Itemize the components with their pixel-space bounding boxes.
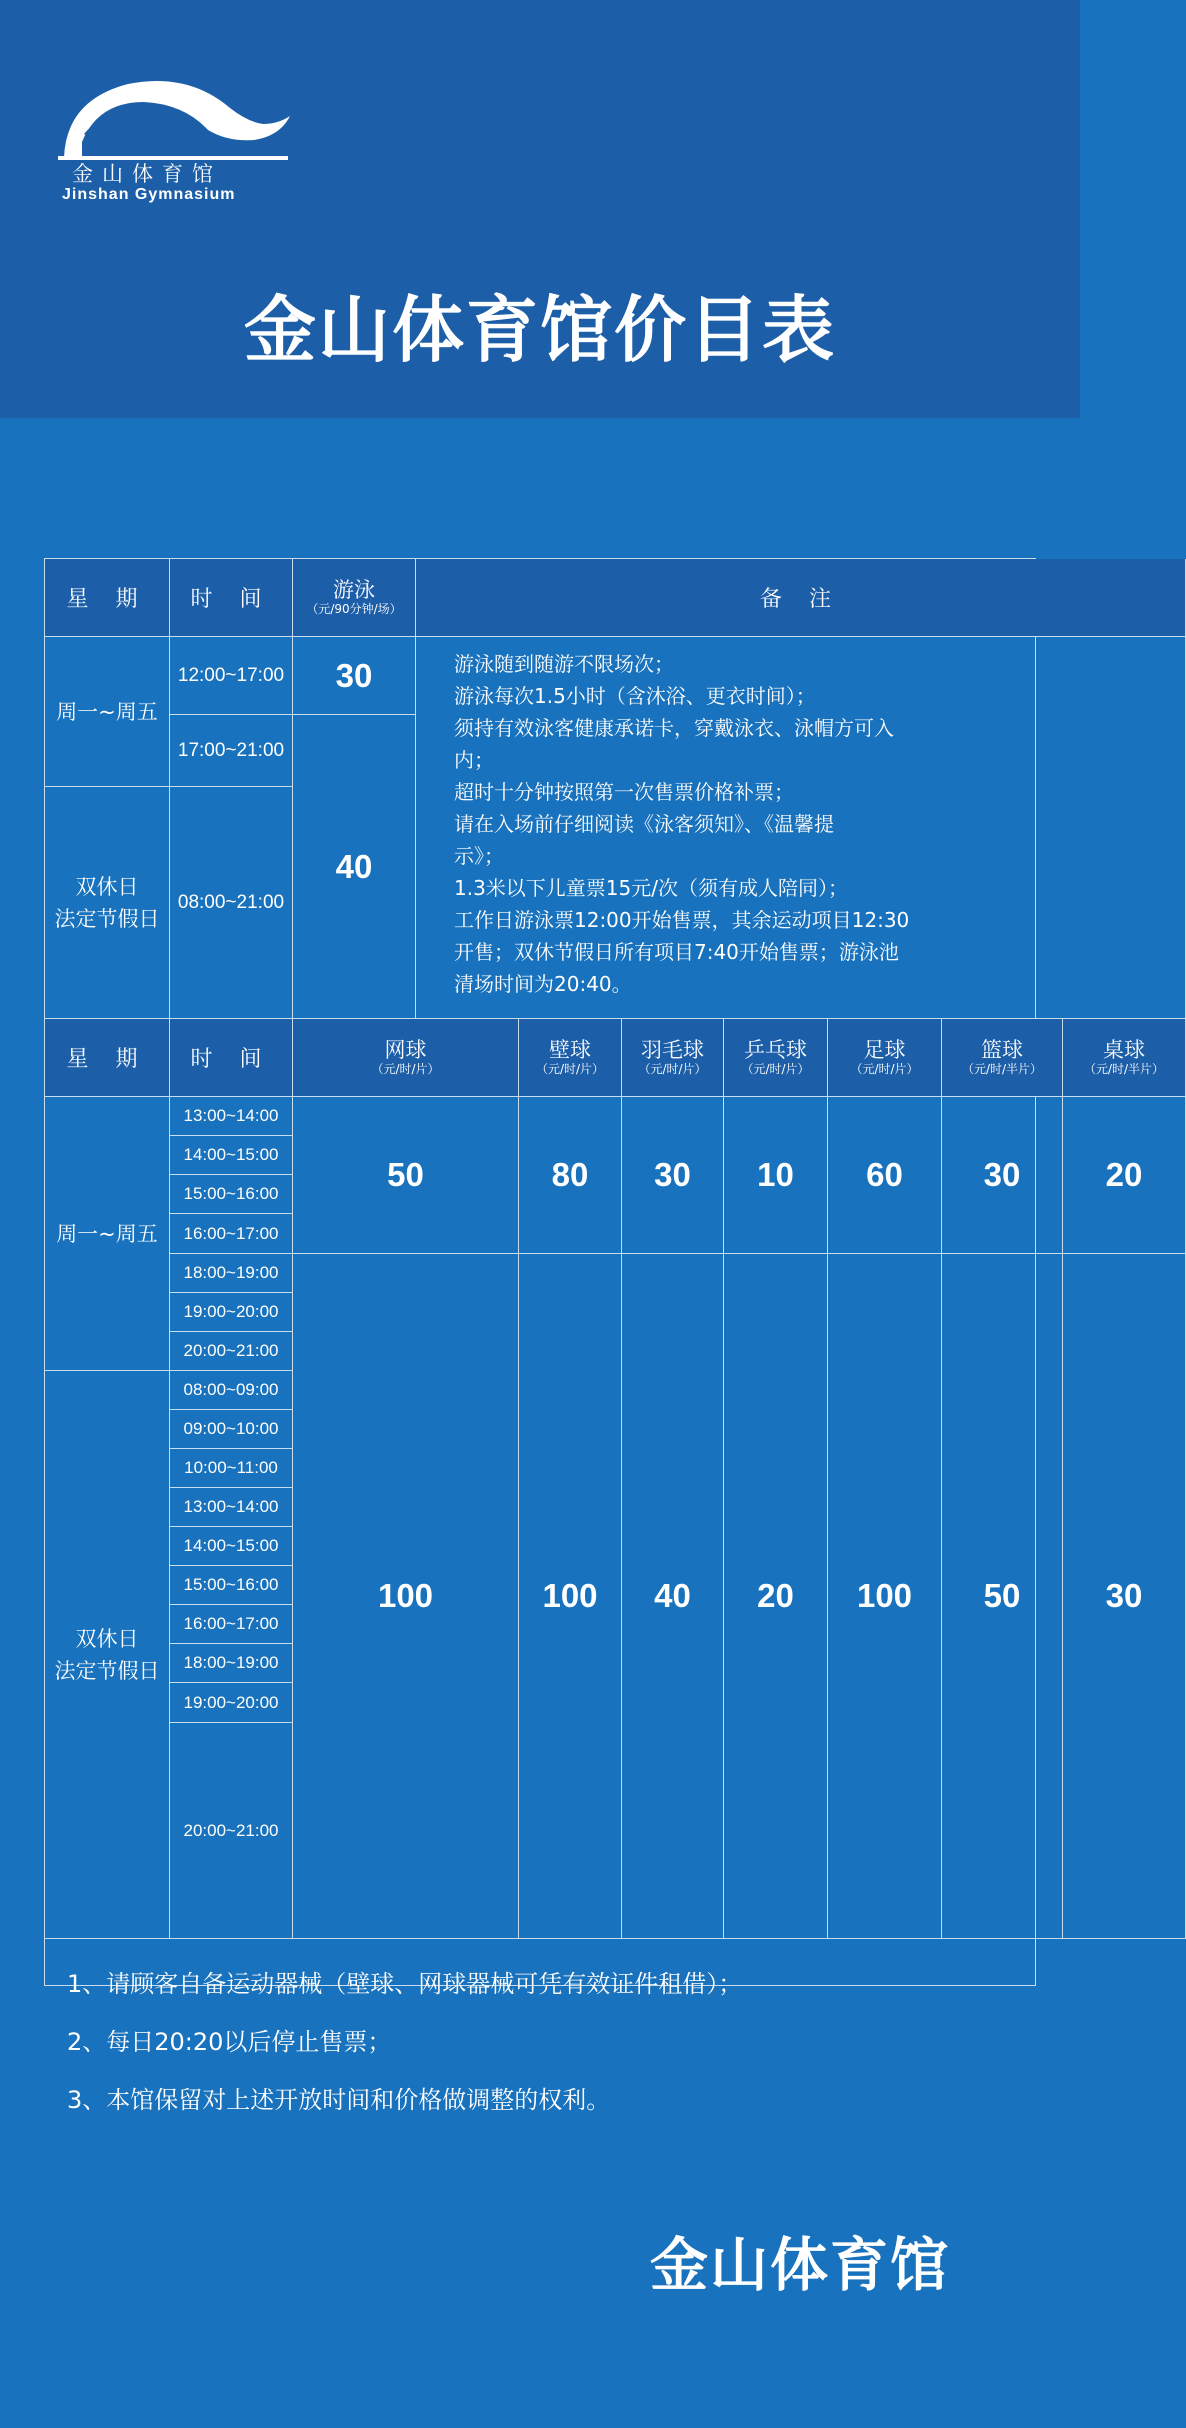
price-basketball-peak: 50 [942, 1254, 1063, 1939]
remark-line: 须持有效泳客健康承诺卡，穿戴泳衣、泳帽方可入 [454, 716, 894, 740]
sport-unit: （元/时/片） [741, 1062, 810, 1076]
price-table-tennis-peak: 20 [724, 1254, 828, 1939]
notes-section [45, 1939, 1186, 2129]
note-item: 3、本馆保留对上述开放时间和价格做调整的权利。 [67, 2086, 611, 2114]
time-slot: 13:00~14:00 [170, 1097, 293, 1136]
sports-header-tennis [293, 1019, 519, 1097]
time-slot: 09:00~10:00 [170, 1410, 293, 1449]
sports-header-football [828, 1019, 942, 1097]
remark-line: 清场时间为20:40。 [454, 972, 632, 996]
time-slot: 15:00~16:00 [170, 1566, 293, 1605]
swim-header-time [170, 559, 293, 637]
note-item: 1、请顾客自备运动器械（壁球、网球器械可凭有效证件租借）； [67, 1970, 743, 1998]
sport-name: 桌球 [1103, 1038, 1145, 1062]
sports-header-table-tennis [724, 1019, 828, 1097]
sport-name: 羽毛球 [641, 1038, 704, 1062]
header-label: 备 注 [760, 587, 841, 612]
swim-header-remarks [416, 559, 1186, 637]
swim-header-day [45, 559, 170, 637]
sports-weekend-label [45, 1371, 170, 1939]
swim-weekend-label [45, 787, 170, 1019]
sports-header-squash [519, 1019, 622, 1097]
swim-time-slot: 17:00~21:00 [170, 715, 293, 787]
time-slot: 08:00~09:00 [170, 1371, 293, 1410]
weekend-label-line: 双休日 [75, 874, 139, 899]
price-table [44, 558, 1165, 2114]
time-slot: 13:00~14:00 [170, 1488, 293, 1527]
remark-line: 请在入场前仔细阅读《泳客须知》、《温馨提 [454, 812, 834, 836]
sports-header-basketball [942, 1019, 1063, 1097]
price-badminton-peak: 40 [622, 1254, 724, 1939]
sport-name: 游泳 [333, 578, 375, 602]
swim-price-peak: 40 [293, 715, 416, 1019]
header-label: 时 间 [190, 1047, 272, 1072]
sport-name: 壁球 [549, 1038, 591, 1062]
remark-line: 游泳随到随游不限场次； [454, 652, 674, 676]
remark-line: 示》； [454, 844, 504, 868]
time-slot: 18:00~19:00 [170, 1254, 293, 1293]
note-item: 2、每日20:20以后停止售票； [67, 2028, 392, 2056]
page-title: 金山体育馆价目表 [243, 288, 836, 372]
time-slot: 19:00~20:00 [170, 1683, 293, 1723]
time-slot: 15:00~16:00 [170, 1175, 293, 1214]
swim-price-weekday-day: 30 [293, 637, 416, 715]
time-slot: 14:00~15:00 [170, 1527, 293, 1566]
sport-unit: （元/时/片） [371, 1062, 440, 1076]
swim-header-swimming [293, 559, 416, 637]
sport-unit: （元/时/片） [850, 1062, 919, 1076]
remark-line: 内； [454, 748, 494, 772]
price-basketball-daytime: 30 [942, 1097, 1063, 1254]
swim-time-slot: 12:00~17:00 [170, 637, 293, 715]
sport-name: 足球 [863, 1038, 906, 1062]
price-billiards-daytime: 20 [1063, 1097, 1186, 1254]
price-football-peak: 100 [828, 1254, 942, 1939]
price-squash-daytime: 80 [519, 1097, 622, 1254]
price-tennis-peak: 100 [293, 1254, 519, 1939]
swim-remarks [416, 637, 1186, 1019]
sport-name: 网球 [384, 1038, 427, 1062]
header-banner [0, 0, 1080, 418]
logo [58, 70, 298, 205]
price-tennis-daytime: 50 [293, 1097, 519, 1254]
price-billiards-peak: 30 [1063, 1254, 1186, 1939]
sport-name: 篮球 [981, 1038, 1023, 1062]
sport-unit: （元/时/片） [535, 1062, 605, 1076]
price-badminton-daytime: 30 [622, 1097, 724, 1254]
sports-weekday-label: 周一~周五 [45, 1097, 170, 1371]
header-label: 星 期 [66, 1047, 148, 1072]
sports-header-time [170, 1019, 293, 1097]
sports-header-day [45, 1019, 170, 1097]
time-slot: 10:00~11:00 [170, 1449, 293, 1488]
sport-unit: （元/时/片） [638, 1062, 707, 1076]
time-slot: 16:00~17:00 [170, 1605, 293, 1644]
time-slot: 20:00~21:00 [170, 1723, 293, 1939]
sport-unit: （元/时/半片） [1083, 1062, 1165, 1076]
sport-name: 乒乓球 [744, 1038, 807, 1062]
remark-line: 开售；双休节假日所有项目7:40开始售票；游泳池 [454, 940, 899, 964]
weekend-label-line: 双休日 [75, 1626, 139, 1651]
remark-line: 超时十分钟按照第一次售票价格补票； [454, 780, 794, 804]
sport-unit: （元/时/半片） [961, 1062, 1043, 1076]
time-slot: 16:00~17:00 [170, 1214, 293, 1254]
header-label: 时 间 [190, 587, 272, 612]
swim-time-slot: 08:00~21:00 [170, 787, 293, 1019]
gymnasium-roof-logo-icon [58, 70, 298, 170]
remark-line: 游泳每次1.5小时（含沐浴、更衣时间）； [454, 684, 816, 708]
time-slot: 18:00~19:00 [170, 1644, 293, 1683]
sport-unit: （元/90分钟/场） [306, 602, 402, 616]
price-squash-peak: 100 [519, 1254, 622, 1939]
time-slot: 19:00~20:00 [170, 1293, 293, 1332]
remark-line: 1.3米以下儿童票15元/次（须有成人陪同）； [454, 876, 848, 900]
time-slot: 20:00~21:00 [170, 1332, 293, 1371]
sports-header-badminton [622, 1019, 724, 1097]
remark-line: 工作日游泳票12:00开始售票，其余运动项目12:30 [454, 908, 910, 932]
header-label: 星 期 [66, 587, 148, 612]
footer-title: 金山体育馆 [650, 2231, 951, 2299]
holiday-label-line: 法定节假日 [54, 906, 160, 931]
logo-english-name: Jinshan Gymnasium [62, 186, 236, 203]
swim-weekday-label: 周一~周五 [45, 637, 170, 787]
logo-chinese-name: 金山体育馆 [72, 162, 222, 186]
price-table-tennis-daytime: 10 [724, 1097, 828, 1254]
holiday-label-line: 法定节假日 [54, 1658, 160, 1683]
time-slot: 14:00~15:00 [170, 1136, 293, 1175]
sports-header-billiards [1063, 1019, 1186, 1097]
price-football-daytime: 60 [828, 1097, 942, 1254]
